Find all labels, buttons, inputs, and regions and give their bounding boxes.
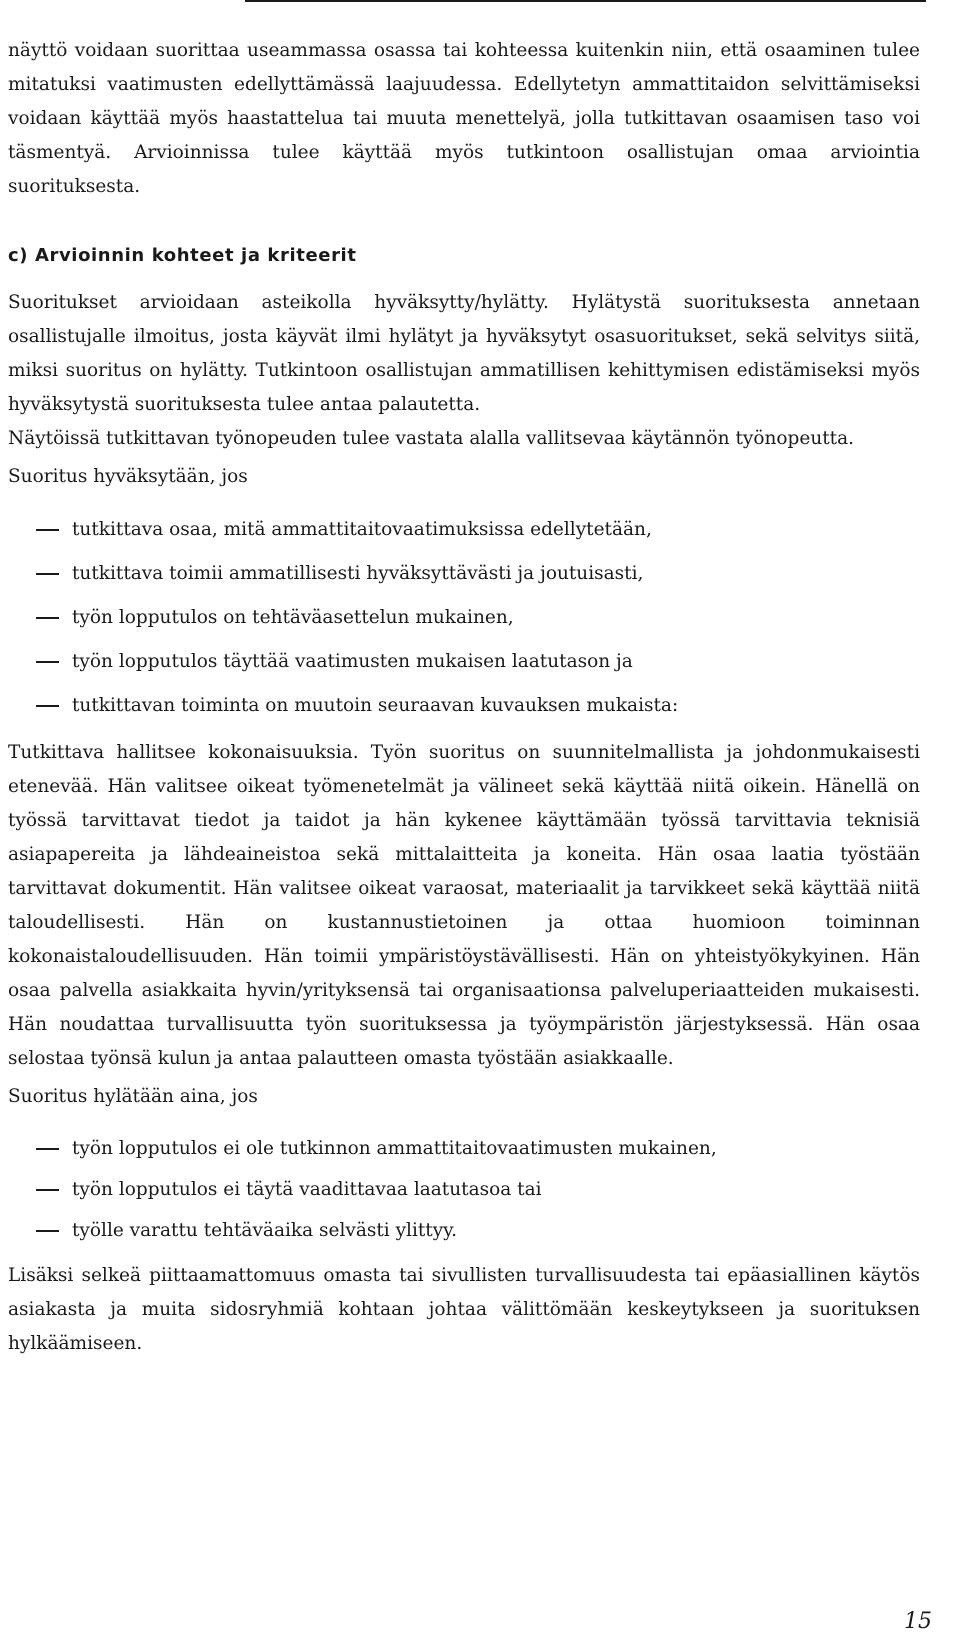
list-item-text: työn lopputulos ei ole tutkinnon ammattitaitovaatimusten mukainen, <box>72 1138 717 1159</box>
dash-bullet-icon <box>36 661 59 663</box>
dash-bullet-icon <box>36 617 59 619</box>
dash-bullet-icon <box>36 705 59 707</box>
section-heading-c: c) Arvioinnin kohteet ja kriteerit <box>8 245 357 266</box>
list-item-text: työlle varattu tehtäväaika selvästi ylittyy. <box>72 1220 458 1241</box>
reject-criteria-list <box>8 1128 920 1251</box>
accept-criteria-list <box>8 508 920 728</box>
list-item <box>8 552 920 596</box>
header-rule <box>245 0 926 2</box>
list-item-text: työn lopputulos täyttää vaatimusten mukaisen laatutason ja <box>72 651 633 672</box>
list-item <box>8 508 920 552</box>
dash-bullet-icon <box>36 1189 59 1191</box>
intro-paragraph: näyttö voidaan suorittaa useammassa osassa tai kohteessa kuitenkin niin, että osaaminen tulee mitatuksi vaatimusten edellyttämässä laajuudessa. Edellytetyn ammattitaidon selvittämiseksi voidaan käyttää myös haastattelua tai muuta menettelyä, jolla tutkittavan osaamisen taso voi täsmentyä. Arvioinnissa tulee käyttää myös tutkintoon osallistujan omaa arviointia suorituksesta. <box>8 40 920 197</box>
page-number: 15 <box>904 1609 932 1634</box>
dash-bullet-icon <box>36 529 59 531</box>
list-item <box>8 1210 920 1251</box>
tempo-paragraph: Näytöissä tutkittavan työnopeuden tulee vastata alalla vallitsevaa käytännön työnopeutta. <box>8 428 855 449</box>
list-item <box>8 640 920 684</box>
grading-paragraph: Suoritukset arvioidaan asteikolla hyväksytty/hylätty. Hylätystä suorituksesta annetaan osallistujalle ilmoitus, josta käyvät ilmi hylätyt ja hyväksytyt osasuoritukset, sekä selvitys siitä, miksi suoritus on hylätty. Tutkintoon osallistujan ammatillisen kehittymisen edistämiseksi myös hyväksytystä suorituksesta tulee antaa palautetta. <box>8 292 920 415</box>
list-item <box>8 684 920 728</box>
list-item <box>8 1169 920 1210</box>
accept-intro: Suoritus hyväksytään, jos <box>8 466 248 487</box>
list-item <box>8 596 920 640</box>
dash-bullet-icon <box>36 1148 59 1150</box>
document-body <box>8 34 920 1361</box>
list-item-text: tutkittava toimii ammatillisesti hyväksyttävästi ja joutuisasti, <box>72 563 644 584</box>
list-item-text: työn lopputulos ei täytä vaadittavaa laatutasoa tai <box>72 1179 542 1200</box>
list-item-text: tutkittava osaa, mitä ammattitaitovaatimuksissa edellytetään, <box>72 519 652 540</box>
list-item-text: työn lopputulos on tehtäväasettelun mukainen, <box>72 607 514 628</box>
dash-bullet-icon <box>36 1230 59 1232</box>
closing-paragraph: Lisäksi selkeä piittaamattomuus omasta tai sivullisten turvallisuudesta tai epäasiallinen käytös asiakasta ja muita sidosryhmiä kohtaan johtaa välittömään keskeytykseen ja suorituksen hylkäämiseen. <box>8 1265 920 1354</box>
description-paragraph: Tutkittava hallitsee kokonaisuuksia. Työn suoritus on suunnitelmallista ja johdonmukaisesti etenevää. Hän valitsee oikeat työmenetelmät ja välineet sekä käyttää niitä oikein. Hänellä on työssä tarvittavat tiedot ja taidot ja hän kykenee käyttämään työssä tarvittavia teknisiä asiapapereita ja lähdeaineistoa sekä mittalaitteita ja koneita. Hän osaa laatia työstään tarvittavat dokumentit. Hän valitsee oikeat varaosat, materiaalit ja tarvikkeet sekä käyttää niitä taloudellisesti. Hän on kustannustietoinen ja ottaa huomioon toiminnan kokonaistaloudellisuuden. Hän toimii ympäristöystävällisesti. Hän on yhteistyökykyinen. Hän osaa palvella asiakkaita hyvin/yrityksensä tai organisaationsa palveluperiaatteiden mukaisesti. Hän noudattaa turvallisuutta työn suorituksessa ja työympäristön järjestyksessä. Hän osaa selostaa työnsä kulun ja antaa palautteen omasta työstään asiakkaalle. <box>8 742 920 1069</box>
reject-intro: Suoritus hylätään aina, jos <box>8 1086 258 1107</box>
list-item <box>8 1128 920 1169</box>
list-item-text: tutkittavan toiminta on muutoin seuraavan kuvauksen mukaista: <box>72 695 679 716</box>
dash-bullet-icon <box>36 573 59 575</box>
